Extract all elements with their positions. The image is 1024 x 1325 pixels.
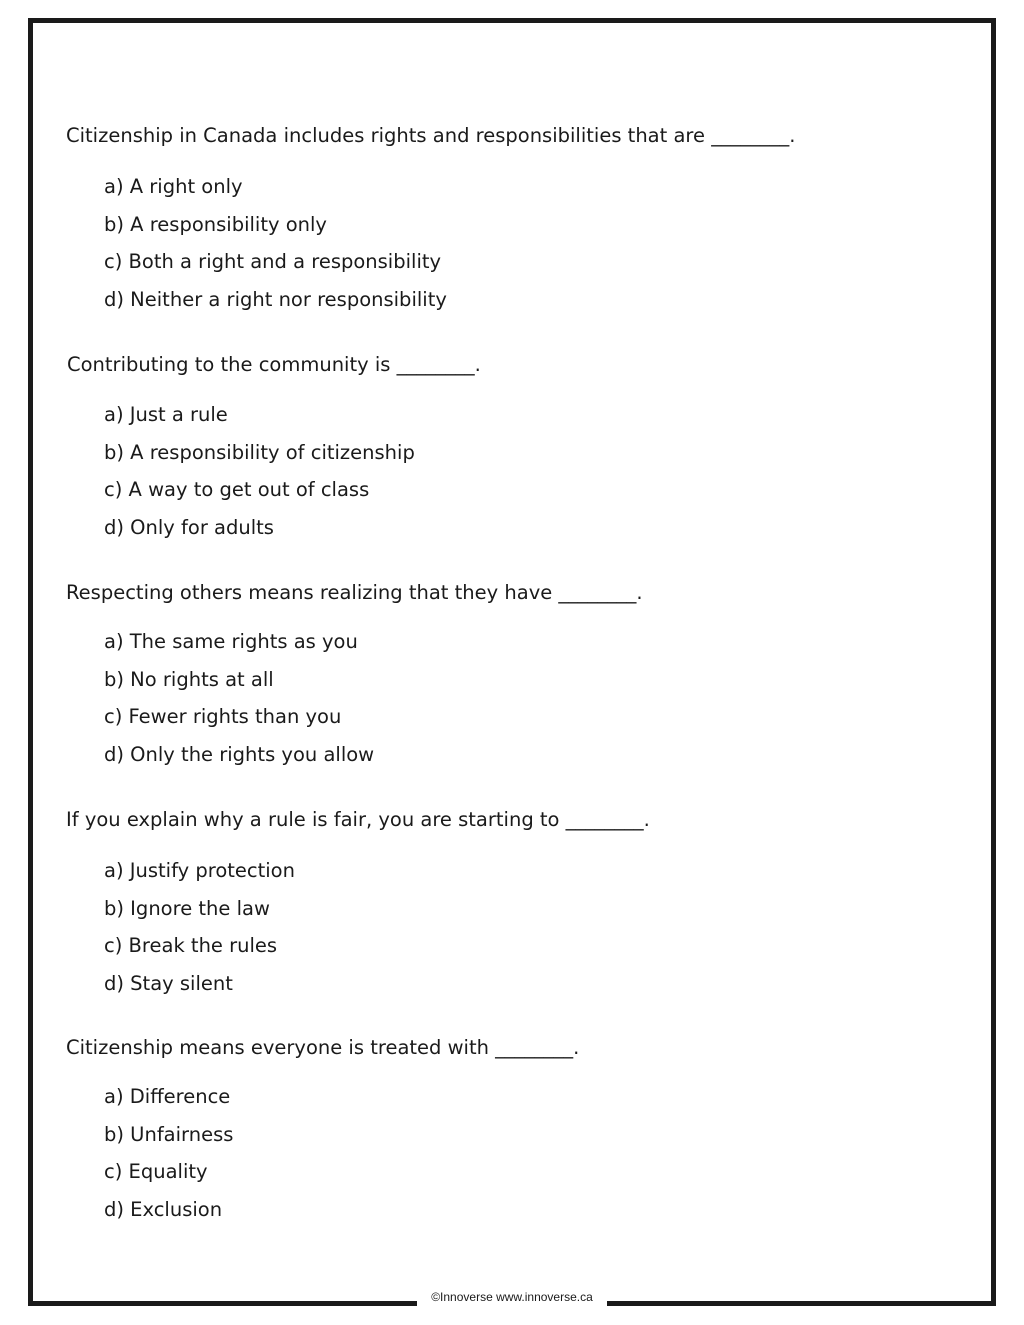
question-2-option-a: a) Just a rule xyxy=(104,403,228,426)
question-4-option-d: d) Stay silent xyxy=(104,972,233,996)
question-4-option-c: c) Break the rules xyxy=(104,934,278,958)
question-1-prompt: Citizenship in Canada includes rights and responsibilities that are ________. xyxy=(66,124,796,147)
question-4-option-a: a) Justify protection xyxy=(104,859,295,882)
question-3-prompt: Respecting others means realizing that they have ________. xyxy=(66,581,643,604)
question-3-option-b: b) No rights at all xyxy=(104,667,274,691)
question-2-option-c: c) A way to get out of class xyxy=(104,478,370,502)
question-4-options xyxy=(104,859,295,1010)
question-3-options xyxy=(104,630,374,781)
question-2-option-d: d) Only for adults xyxy=(104,516,274,540)
footer-credit: ©Innoverse www.innoverse.ca xyxy=(417,1288,607,1306)
question-5-option-d: d) Exclusion xyxy=(104,1198,223,1222)
question-5-option-b: b) Unfairness xyxy=(104,1122,234,1146)
question-1-option-c: c) Both a right and a responsibility xyxy=(104,250,442,274)
question-2-prompt: Contributing to the community is ________. xyxy=(67,353,481,376)
question-3-option-c: c) Fewer rights than you xyxy=(104,705,342,729)
question-5-option-a: a) Difference xyxy=(104,1085,231,1108)
question-1-option-a: a) A right only xyxy=(104,175,243,198)
question-2-options xyxy=(104,403,415,554)
question-5-options xyxy=(104,1085,233,1236)
question-4-prompt: If you explain why a rule is fair, you are starting to ________. xyxy=(66,808,650,831)
question-5-option-c: c) Equality xyxy=(104,1160,208,1184)
question-3-option-d: d) Only the rights you allow xyxy=(104,743,375,767)
question-1-option-b: b) A responsibility only xyxy=(104,212,327,236)
question-2-option-b: b) A responsibility of citizenship xyxy=(104,440,415,464)
question-3-option-a: a) The same rights as you xyxy=(104,630,358,653)
question-5-prompt: Citizenship means everyone is treated with ________. xyxy=(66,1036,580,1059)
question-1-options xyxy=(104,175,447,326)
question-4-option-b: b) Ignore the law xyxy=(104,896,270,920)
question-1-option-d: d) Neither a right nor responsibility xyxy=(104,288,447,312)
